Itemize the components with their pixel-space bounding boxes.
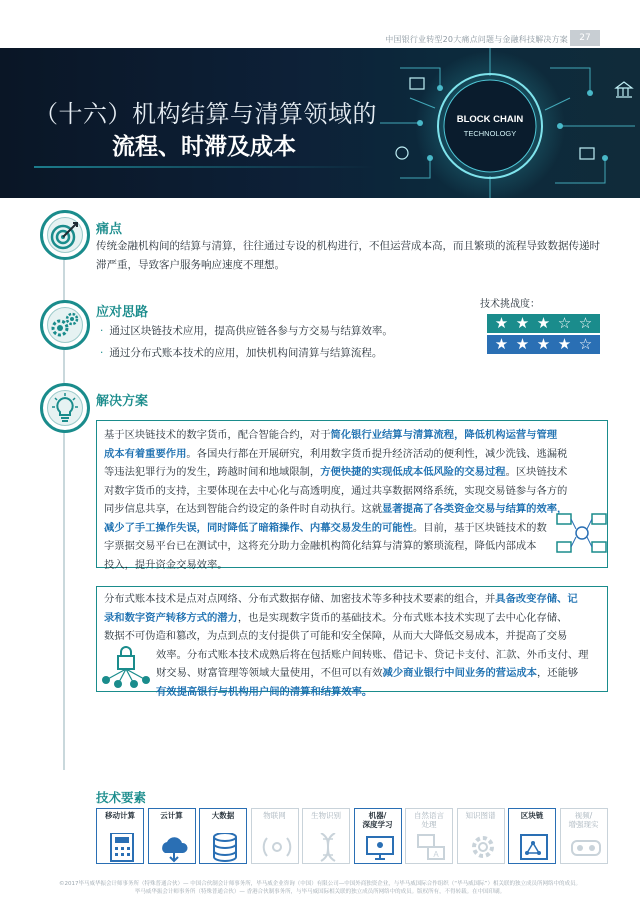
rating-2-star-3: ★ xyxy=(536,335,551,353)
tech-tile-7 xyxy=(405,808,453,864)
art-text-line2: TECHNOLOGY xyxy=(463,129,517,138)
blockchain-icon xyxy=(519,833,549,863)
lightbulb-glyph xyxy=(49,392,81,424)
tech-tile-5 xyxy=(302,808,350,864)
tech-tile-label: 自然语言 处理 xyxy=(414,811,444,829)
tech-tile-label: 区块链 xyxy=(520,811,544,820)
gears-icon xyxy=(40,300,90,350)
rating-2-star-2: ★ xyxy=(515,335,530,353)
box1-line5: 同步信息共享，在达到智能合约设定的条件时自动执行。这就显著提高了各类资金交易与结算的效率， xyxy=(104,503,568,515)
rating-1-star-2: ★ xyxy=(515,314,530,332)
section-timeline xyxy=(63,210,65,770)
box1-line6: 减少了手工操作失误，同时降低了暗箱操作、内幕交易发生的可能性。目前，基于区块链技术的数 xyxy=(104,521,547,534)
approach-title: 应对思路 xyxy=(96,305,149,320)
box2-line5: 财交易、财富管理等领域大量使用，不但可以有效减少商业银行中间业务的营运成本，还能够 xyxy=(156,667,579,679)
tech-tile-label: 移动计算 xyxy=(105,811,135,820)
target-glyph xyxy=(49,219,81,251)
running-title: 中国银行业转型20大痛点问题与金融科技解决方案 xyxy=(385,35,568,44)
rating-1-star-1: ★ xyxy=(494,314,509,332)
machine-learning-icon xyxy=(365,833,395,863)
approach-bullet-1: · 通过区块链技术应用，提高供应链各参与方交易与结算效率。 xyxy=(100,325,393,337)
challenge-rating-2 xyxy=(487,335,600,354)
page-title-line1: （十六）机构结算与清算领域的 xyxy=(34,100,377,128)
box2-line4: 效率。分布式账本技术成熟后将在包括账户间转账、借记卡、贷记卡支付、汇款、外币支付、理 xyxy=(156,648,589,661)
box1-line7: 字票据交易平台已在测试中，这将充分助力金融机构简化结算与清算的繁琐流程，降低内部成本 xyxy=(104,540,537,552)
tech-tile-10 xyxy=(560,808,608,864)
footer-line1: ©2017毕马威华振会计师事务所（特殊普通合伙）— 中国合伙制会计师事务所，毕马威企业咨询（中国）有限公司—中国外商独资企业，与毕马威国际合作组织（“毕马威国际”）相关联的独立成员所网络中的成员。 xyxy=(59,881,581,887)
box1-line4: 对数字货币的支持，主要体现在去中心化与高透明度，通过共享数据网络系统，实现交易链参与各方的 xyxy=(104,484,568,497)
page-header xyxy=(0,0,640,48)
iot-icon xyxy=(262,833,292,863)
footer-line2: 毕马威华振会计师事务所（特殊普通合伙）— 香港合伙制事务所，与毕马威国际相关联的独立成员所网络中的成员。版权所有，不得转载。在中国印刷。 xyxy=(134,889,506,895)
box1-line3: 等违法犯罪行为的发生，跨越时间和地域限制，方便快捷的实现低成本低风险的交易过程。区块链技术 xyxy=(104,466,568,478)
tech-tile-1 xyxy=(96,808,144,864)
rating-2-star-5: ☆ xyxy=(578,335,593,353)
box1-line1: 基于区块链技术的数字货币，配合智能合约，对于简化银行业结算与清算流程，降低机构运营与管理 xyxy=(104,429,558,441)
solution-box-2-text xyxy=(104,590,604,701)
tech-tile-3 xyxy=(199,808,247,864)
rating-1-star-3: ★ xyxy=(536,314,551,332)
digital-currency-icon xyxy=(556,512,608,556)
box2-line3: 数据不可伪造和篡改，为点到点的支付提供了可能和安全保障，从而大大降低交易成本，并提高了交易 xyxy=(104,630,568,642)
blockchain-illustration xyxy=(380,48,640,198)
rating-1-star-4: ☆ xyxy=(557,314,572,332)
title-underline xyxy=(34,166,374,168)
page-number: 27 xyxy=(570,30,600,46)
target-icon xyxy=(40,210,90,260)
approach-bullet-2-text: 通过分布式账本技术的应用，加快机构间清算与结算流程。 xyxy=(109,347,383,359)
tech-tile-label: 大数据 xyxy=(211,811,235,820)
challenge-label: 技术挑战度： xyxy=(480,299,540,310)
gears-glyph xyxy=(49,309,81,341)
calculator-icon xyxy=(107,833,137,863)
rating-2-star-1: ★ xyxy=(494,335,509,353)
rating-1-star-5: ☆ xyxy=(578,314,593,332)
box2-line6: 有效提高银行与机构用户间的清算和结算效率。 xyxy=(156,685,373,698)
solution-box-1-text xyxy=(104,426,604,574)
dna-icon xyxy=(313,833,343,863)
challenge-rating-1 xyxy=(487,314,600,333)
gear-icon xyxy=(468,833,498,863)
tech-tile-label: 视频/ 增强现实 xyxy=(568,811,599,829)
page-title-line2: 流程、时滞及成本 xyxy=(112,134,296,160)
tech-tile-label: 知识图谱 xyxy=(465,811,496,820)
svg-text:A: A xyxy=(433,850,439,859)
pain-point-text-line2: 滞严重，导致客户服务响应速度不理想。 xyxy=(96,259,285,271)
pain-point-title: 痛点 xyxy=(96,222,123,237)
tech-tile-8 xyxy=(457,808,505,864)
tech-tile-label: 物联网 xyxy=(263,811,286,820)
tech-tile-6 xyxy=(354,808,402,864)
vr-headset-icon xyxy=(571,833,601,863)
lightbulb-icon xyxy=(40,383,90,433)
database-icon xyxy=(210,833,240,863)
language-icon xyxy=(416,833,446,863)
tech-tile-label: 云计算 xyxy=(160,811,183,820)
tech-elements-row xyxy=(96,808,606,878)
box1-line2: 成本有着重要作用。各国央行都在开展研究，利用数字货币提升经济活动的便利性，减少洗钱、逃漏税 xyxy=(104,447,568,460)
tech-tile-label: 生物识别 xyxy=(311,811,341,820)
box1-line8: 投入，提升资金交易效率。 xyxy=(104,558,228,571)
box2-line2: 录和数字资产转移方式的潜力，也是实现数字货币的基础技术。分布式账本技术实现了去中心化存储、 xyxy=(104,611,568,624)
pain-point-text-line1: 传统金融机构间的结算与清算，往往通过专设的机构进行，不但运营成本高，而且繁琐的流程导致数据传递时 xyxy=(96,240,600,252)
solution-title: 解决方案 xyxy=(96,394,149,409)
art-text-line1: BLOCK CHAIN xyxy=(456,114,524,125)
hero-banner xyxy=(0,48,640,198)
cloud-icon xyxy=(159,833,189,863)
tech-elements-title: 技术要素 xyxy=(96,790,147,805)
approach-bullet-1-text: 通过区块链技术应用，提高供应链各参与方交易与结算效率。 xyxy=(109,325,393,337)
approach-bullet-2: · 通过分布式账本技术的应用，加快机构间清算与结算流程。 xyxy=(100,347,383,359)
tech-tile-label: 机器/ 深度学习 xyxy=(362,811,393,829)
rating-2-star-4: ★ xyxy=(557,335,572,353)
tech-tile-2 xyxy=(148,808,196,864)
box2-line1: 分布式账本技术是点对点网络、分布式数据存储、加密技术等多种技术要素的组合，并具备改变存储、记 xyxy=(104,593,578,605)
distributed-ledger-icon xyxy=(100,646,152,692)
tech-tile-9 xyxy=(508,808,556,864)
footer xyxy=(0,880,640,896)
tech-tile-4 xyxy=(251,808,299,864)
